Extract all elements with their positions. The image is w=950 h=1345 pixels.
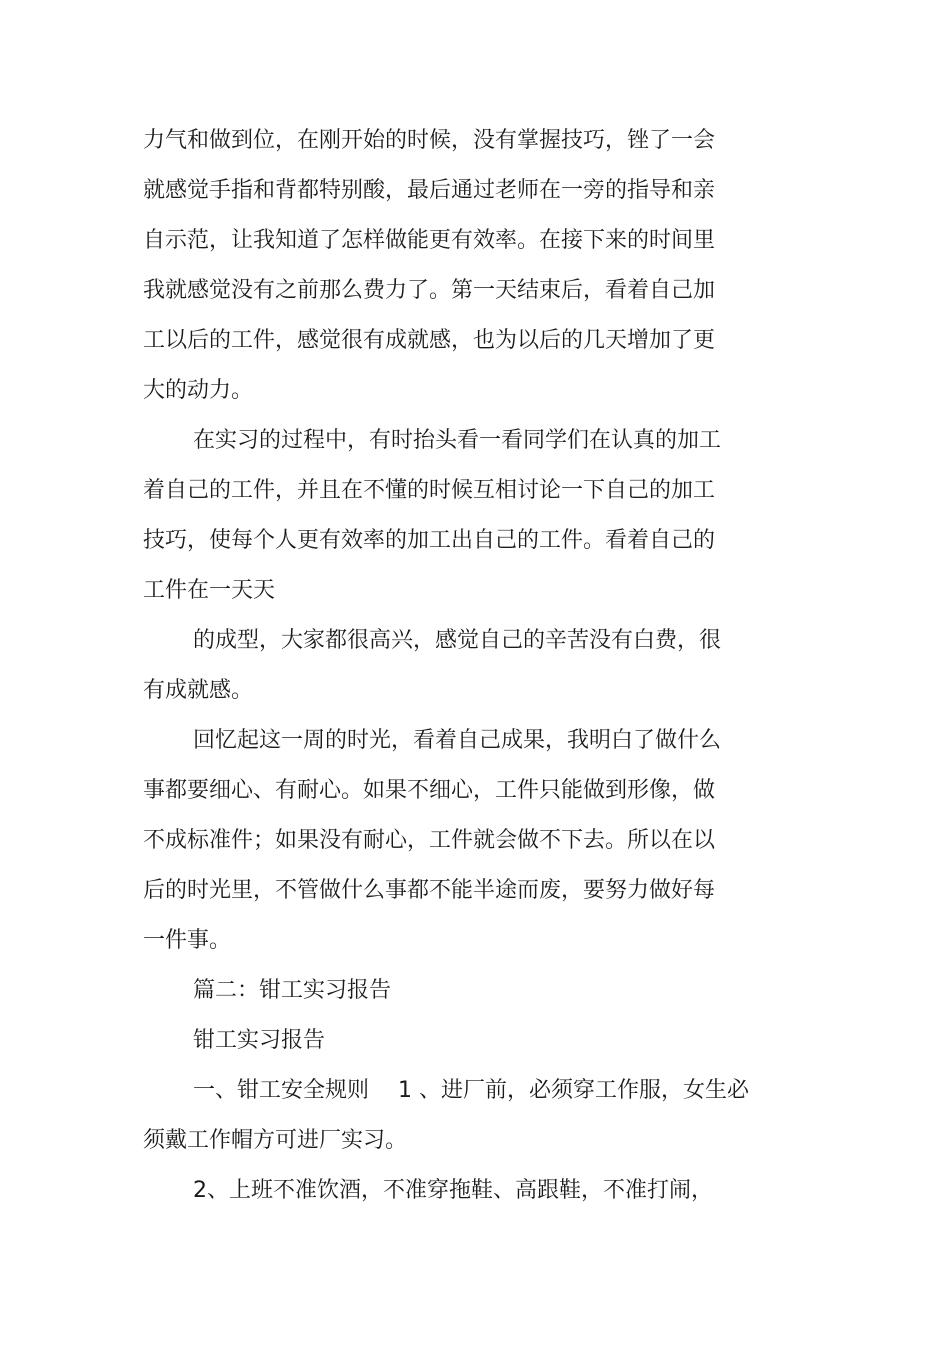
text-line: 须戴工作帽方可进厂实习。	[143, 1128, 408, 1153]
section-heading: 钳工实习报告	[193, 1028, 326, 1053]
text-line: 自示范，让我知道了怎样做能更有效率。在接下来的时间里	[143, 228, 716, 253]
text-line: 后的时光里，不管做什么事都不能半途而废，要努力做好每	[143, 878, 716, 903]
text-line: 工以后的工件，感觉很有成就感，也为以后的几天增加了更	[143, 328, 716, 353]
text-line: 2、上班不准饮酒，不准穿拖鞋、高跟鞋，不准打闹，	[193, 1178, 713, 1203]
text-line: 一、钳工安全规则 1 、进厂前，必须穿工作服，女生必	[193, 1078, 749, 1103]
text-line: 大的动力。	[143, 378, 254, 403]
text-line: 着自己的工件，并且在不懂的时候互相讨论一下自己的加工	[143, 478, 716, 503]
text-line: 就感觉手指和背都特别酸，最后通过老师在一旁的指导和亲	[143, 178, 716, 203]
text-line: 力气和做到位，在刚开始的时候，没有掌握技巧，锉了一会	[143, 128, 716, 153]
text-line: 我就感觉没有之前那么费力了。第一天结束后，看着自己加	[143, 278, 716, 303]
text-line: 回忆起这一周的时光，看着自己成果，我明白了做什么	[193, 728, 722, 753]
text-line: 在实习的过程中，有时抬头看一看同学们在认真的加工	[193, 428, 722, 453]
text-line: 不成标准件；如果没有耐心，工件就会做不下去。所以在以	[143, 828, 716, 853]
text-line: 技巧，使每个人更有效率的加工出自己的工件。看着自己的	[143, 528, 716, 553]
text-line: 的成型，大家都很高兴，感觉自己的辛苦没有白费，很	[193, 628, 722, 653]
text-line: 有成就感。	[143, 678, 254, 703]
section-heading: 篇二：钳工实习报告	[193, 978, 392, 1003]
text-line: 一件事。	[143, 928, 232, 953]
text-line: 工件在一天天	[143, 578, 276, 603]
text-line: 事都要细心、有耐心。如果不细心，工件只能做到形像，做	[143, 778, 716, 803]
